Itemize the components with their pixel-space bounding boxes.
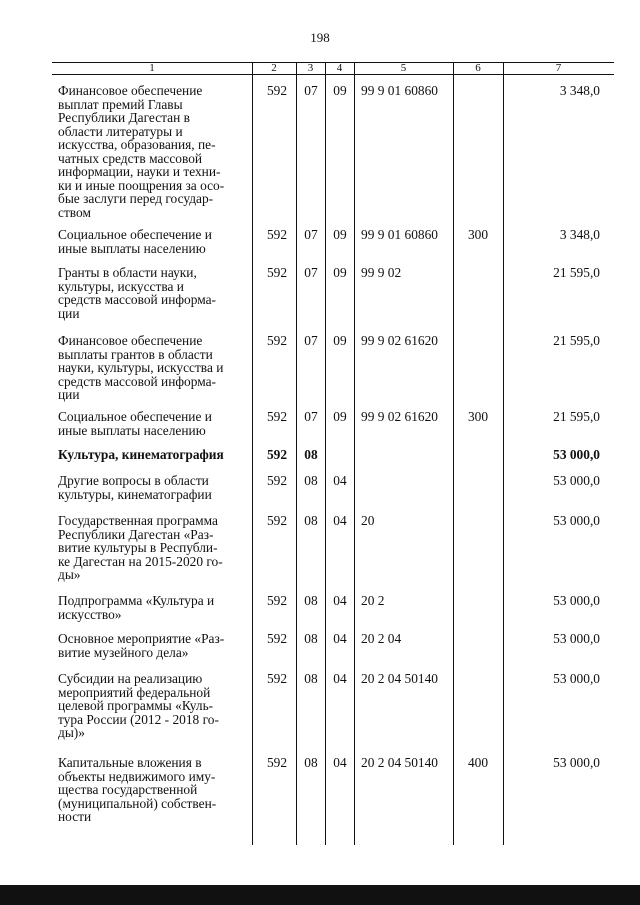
row-subsection: 09 — [333, 227, 347, 242]
row-section: 07 — [304, 265, 318, 280]
column-header: 4 — [336, 62, 343, 74]
row-expense-type: 400 — [467, 755, 489, 770]
page-number: 198 — [310, 30, 330, 45]
row-subsection: 04 — [333, 473, 347, 488]
row-code: 592 — [266, 473, 288, 488]
row-section: 08 — [304, 593, 318, 608]
row-target-code: 99 9 02 61620 — [361, 409, 438, 424]
column-divider — [354, 62, 355, 845]
row-code: 592 — [266, 333, 288, 348]
row-code: 592 — [266, 671, 288, 686]
row-amount: 3 348,0 — [559, 227, 600, 242]
column-header: 5 — [400, 62, 407, 74]
row-section: 08 — [304, 631, 318, 646]
row-name: Основное мероприятие «Раз- витие музейного дела» — [58, 631, 225, 660]
row-section: 08 — [304, 473, 318, 488]
row-name: Финансовое обеспечение выплат премий Главы Республики Дагестан в области литературы и искусства, образования, пе- чатных средств массовой информации, науки и техни- ки и иные поощрения за осо- бые заслуги перед государ- ством — [58, 83, 225, 220]
row-target-code: 20 2 04 50140 — [361, 755, 438, 770]
row-target-code: 20 2 04 — [361, 631, 402, 646]
row-name: Гранты в области науки, культуры, искусства и средств массовой информа- ции — [58, 265, 217, 321]
row-amount: 53 000,0 — [553, 631, 600, 646]
row-name: Субсидии на реализацию мероприятий федеральной целевой программы «Куль- тура России (2012 - 2018 го- ды)» — [58, 671, 219, 740]
row-section: 07 — [304, 227, 318, 242]
row-code: 592 — [266, 447, 288, 462]
row-subsection: 09 — [333, 83, 347, 98]
row-subsection: 09 — [333, 409, 347, 424]
row-expense-type: 300 — [467, 227, 489, 242]
row-target-code: 20 2 — [361, 593, 385, 608]
row-amount: 21 595,0 — [553, 333, 600, 348]
row-target-code: 99 9 02 — [361, 265, 402, 280]
row-subsection: 04 — [333, 671, 347, 686]
row-name: Капитальные вложения в объекты недвижимого иму- щества государственной (муниципальной) собствен- ности — [58, 755, 217, 824]
row-target-code: 99 9 01 60860 — [361, 83, 438, 98]
row-code: 592 — [266, 409, 288, 424]
row-target-code: 99 9 01 60860 — [361, 227, 438, 242]
row-name: Подпрограмма «Культура и искусство» — [58, 593, 215, 622]
row-code: 592 — [266, 755, 288, 770]
row-expense-type: 300 — [467, 409, 489, 424]
scan-edge — [0, 885, 640, 905]
row-name: Финансовое обеспечение выплаты грантов в области науки, культуры, искусства и средств массовой информа- ции — [58, 333, 224, 402]
row-subsection: 09 — [333, 265, 347, 280]
row-subsection: 04 — [333, 513, 347, 528]
row-code: 592 — [266, 631, 288, 646]
row-amount: 53 000,0 — [553, 513, 600, 528]
row-amount: 21 595,0 — [553, 409, 600, 424]
column-header: 2 — [271, 62, 277, 74]
row-target-code: 20 — [361, 513, 375, 528]
row-amount: 53 000,0 — [553, 473, 600, 488]
row-amount: 53 000,0 — [553, 447, 600, 462]
row-amount: 3 348,0 — [559, 83, 600, 98]
row-section: 08 — [304, 513, 318, 528]
column-divider — [453, 62, 454, 845]
column-divider — [252, 62, 253, 845]
row-name: Государственная программа Республики Дагестан «Раз- витие культуры в Республи- ке Дагестан на 2015-2020 го- ды» — [58, 513, 223, 582]
column-header: 1 — [149, 62, 155, 74]
row-name: Другие вопросы в области культуры, кинематографии — [58, 473, 212, 502]
budget-table — [52, 62, 614, 845]
row-section: 07 — [304, 333, 318, 348]
row-code: 592 — [266, 265, 288, 280]
row-section: 08 — [304, 671, 318, 686]
row-subsection: 04 — [333, 631, 347, 646]
row-amount: 53 000,0 — [553, 593, 600, 608]
row-amount: 21 595,0 — [553, 265, 600, 280]
row-amount: 53 000,0 — [553, 671, 600, 686]
row-section: 08 — [304, 447, 318, 462]
column-header: 7 — [555, 62, 562, 74]
row-name: Культура, кинематография — [58, 447, 224, 462]
row-section: 07 — [304, 83, 318, 98]
table-header-border — [52, 74, 614, 75]
row-name: Социальное обеспечение и иные выплаты населению — [58, 227, 212, 256]
row-subsection: 04 — [333, 593, 347, 608]
row-amount: 53 000,0 — [553, 755, 600, 770]
row-target-code: 99 9 02 61620 — [361, 333, 438, 348]
row-code: 592 — [266, 83, 288, 98]
row-section: 08 — [304, 755, 318, 770]
row-target-code: 20 2 04 50140 — [361, 671, 438, 686]
row-subsection: 04 — [333, 755, 347, 770]
column-divider — [325, 62, 326, 845]
column-header: 6 — [475, 62, 481, 74]
row-subsection: 09 — [333, 333, 347, 348]
row-code: 592 — [266, 227, 288, 242]
row-code: 592 — [266, 593, 288, 608]
row-code: 592 — [266, 513, 288, 528]
column-header: 3 — [307, 62, 314, 74]
row-name: Социальное обеспечение и иные выплаты населению — [58, 409, 212, 438]
row-section: 07 — [304, 409, 318, 424]
